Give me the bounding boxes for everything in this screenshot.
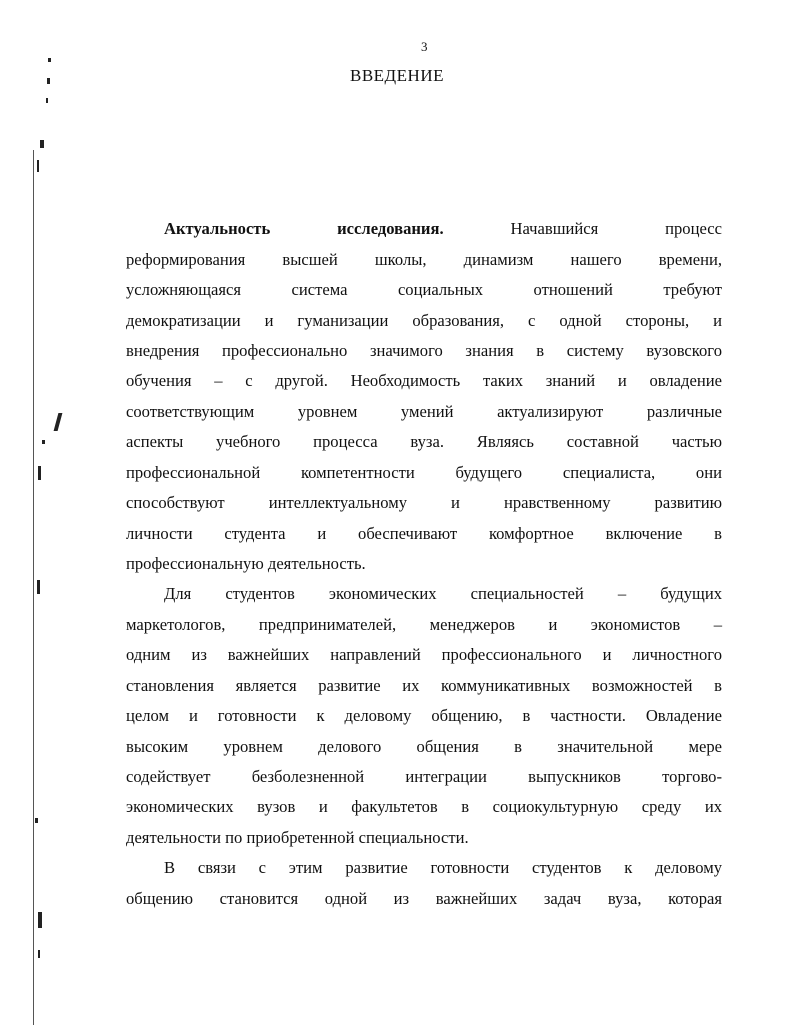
text-line: целом и готовности к деловому общению, в частности. Овладение	[126, 706, 722, 725]
text-line: маркетологов, предпринимателей, менеджеров и экономистов –	[126, 615, 722, 634]
scan-speck	[38, 950, 40, 958]
text-line: аспекты учебного процесса вуза. Являясь составной частью	[126, 432, 722, 451]
scan-speck	[35, 818, 38, 823]
page-title: ВВЕДЕНИЕ	[350, 66, 444, 85]
text-line: соответствующим уровнем умений актуализируют различные	[126, 402, 722, 421]
text-line: способствуют интеллектуальному и нравственному развитию	[126, 493, 722, 512]
text-line: Для студентов экономических специальностей – будущих	[164, 584, 722, 603]
text-line-content: Начавшийся процесс	[510, 219, 722, 238]
scan-speck	[37, 580, 40, 594]
page-number: 3	[421, 39, 428, 54]
text-line: В связи с этим развитие готовности студентов к деловому	[164, 858, 722, 877]
scan-speck	[46, 98, 48, 103]
text-line: профессиональную деятельность.	[126, 554, 366, 573]
text-line: деятельности по приобретенной специальности.	[126, 828, 469, 847]
text-line: экономических вузов и факультетов в социокультурную среду их	[126, 797, 722, 816]
text-line: одним из важнейших направлений профессионального и личностного	[126, 645, 722, 664]
text-line: демократизации и гуманизации образования, с одной стороны, и	[126, 311, 722, 330]
scan-speck	[40, 140, 44, 148]
text-line: реформирования высшей школы, динамизм нашего времени,	[126, 250, 722, 269]
text-line: личности студента и обеспечивают комфортное включение в	[126, 524, 722, 543]
text-line: высоким уровнем делового общения в значительной мере	[126, 737, 722, 756]
text-line: содействует безболезненной интеграции выпускников торгово-	[126, 767, 722, 786]
text-line: усложняющаяся система социальных отношений требуют	[126, 280, 722, 299]
text-line: обучения – с другой. Необходимость таких знаний и овладение	[126, 371, 722, 390]
section-lead-heading: Актуальность исследования.	[164, 219, 444, 238]
text-line: внедрения профессионально значимого знания в систему вузовского	[126, 341, 722, 360]
scan-speck	[37, 160, 39, 172]
scan-speck	[38, 912, 42, 928]
text-line: общению становится одной из важнейших задач вуза, которая	[126, 889, 722, 908]
scan-speck	[42, 440, 45, 444]
text-line: профессиональной компетентности будущего специалиста, они	[126, 463, 722, 482]
scan-speck	[48, 58, 51, 62]
text-line: становления является развитие их коммуникативных возможностей в	[126, 676, 722, 695]
text-line	[164, 219, 722, 239]
scan-binding-line	[33, 150, 34, 1025]
scan-speck	[54, 413, 63, 431]
scan-speck	[38, 466, 41, 480]
